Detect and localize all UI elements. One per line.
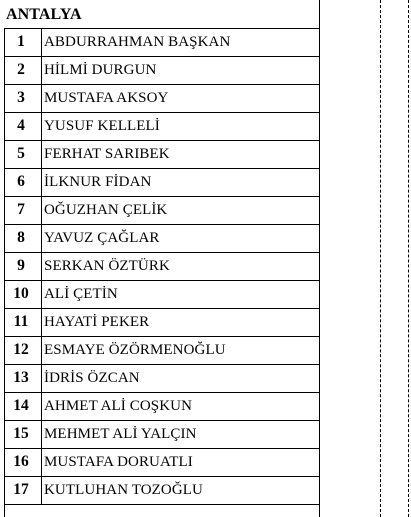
row-person-name: ABDURRAHMAN BAŞKAN (44, 34, 231, 50)
row-divider (4, 56, 320, 57)
row-number: 7 (17, 201, 25, 218)
row-number: 3 (17, 89, 25, 106)
row-divider (4, 140, 320, 141)
table-row (0, 392, 320, 420)
row-divider (4, 84, 320, 85)
row-person-name: HAYATİ PEKER (44, 314, 150, 330)
dashed-column-line (408, 0, 409, 517)
row-divider (4, 336, 320, 337)
row-person-name: MEHMET ALİ YALÇIN (44, 426, 197, 442)
table-header-province: ANTALYA (6, 6, 82, 23)
table-row (0, 168, 320, 196)
row-number: 12 (13, 341, 29, 358)
row-number: 6 (17, 173, 25, 190)
row-number: 14 (13, 397, 29, 414)
row-person-name: İDRİS ÖZCAN (44, 370, 140, 386)
row-number: 4 (17, 117, 25, 134)
row-divider (4, 112, 320, 113)
row-person-name: SERKAN ÖZTÜRK (44, 258, 170, 274)
row-number: 5 (17, 145, 25, 162)
row-person-name: OĞUZHAN ÇELİK (44, 202, 168, 218)
row-number: 1 (17, 33, 25, 50)
row-divider (4, 224, 320, 225)
row-divider (4, 168, 320, 169)
table-row (0, 84, 320, 112)
table-row (0, 448, 320, 476)
row-person-name: AHMET ALİ COŞKUN (44, 398, 192, 414)
table-row (0, 308, 320, 336)
row-person-name: FERHAT SARIBEK (44, 146, 170, 162)
row-divider (4, 504, 320, 505)
row-divider (4, 476, 320, 477)
table-row (0, 364, 320, 392)
row-person-name: İLKNUR FİDAN (44, 174, 152, 190)
table-row (0, 420, 320, 448)
row-person-name: MUSTAFA DORUATLI (44, 454, 193, 470)
number-column-divider (41, 28, 42, 504)
table-row (0, 28, 320, 56)
row-divider (4, 364, 320, 365)
table-row (0, 140, 320, 168)
row-divider (4, 448, 320, 449)
row-number: 11 (13, 313, 29, 330)
row-divider (4, 252, 320, 253)
row-divider (4, 420, 320, 421)
table-row (0, 476, 320, 504)
row-divider (4, 308, 320, 309)
row-person-name: MUSTAFA AKSOY (44, 90, 169, 106)
row-number: 8 (17, 229, 25, 246)
table-row (0, 336, 320, 364)
row-divider (4, 392, 320, 393)
row-number: 13 (13, 369, 29, 386)
row-person-name: YUSUF KELLELİ (44, 118, 160, 134)
row-person-name: ESMAYE ÖZÖRMENOĞLU (44, 342, 226, 358)
row-divider (4, 28, 320, 29)
row-person-name: HİLMİ DURGUN (44, 62, 157, 78)
table-right-border (319, 0, 320, 517)
table-row (0, 112, 320, 140)
row-number: 10 (13, 285, 29, 302)
row-number: 9 (17, 257, 25, 274)
row-person-name: ALİ ÇETİN (44, 286, 118, 302)
row-number: 15 (13, 425, 29, 442)
table-row (0, 224, 320, 252)
row-number: 17 (13, 481, 29, 498)
table-row (0, 280, 320, 308)
table-row (0, 196, 320, 224)
row-number: 16 (13, 453, 29, 470)
row-number: 2 (17, 61, 25, 78)
table-row (0, 252, 320, 280)
row-person-name: YAVUZ ÇAĞLAR (44, 230, 160, 246)
dashed-column-line (380, 0, 381, 517)
table-row (0, 56, 320, 84)
row-person-name: KUTLUHAN TOZOĞLU (44, 482, 203, 498)
table-left-border (4, 28, 5, 517)
row-divider (4, 280, 320, 281)
row-divider (4, 196, 320, 197)
